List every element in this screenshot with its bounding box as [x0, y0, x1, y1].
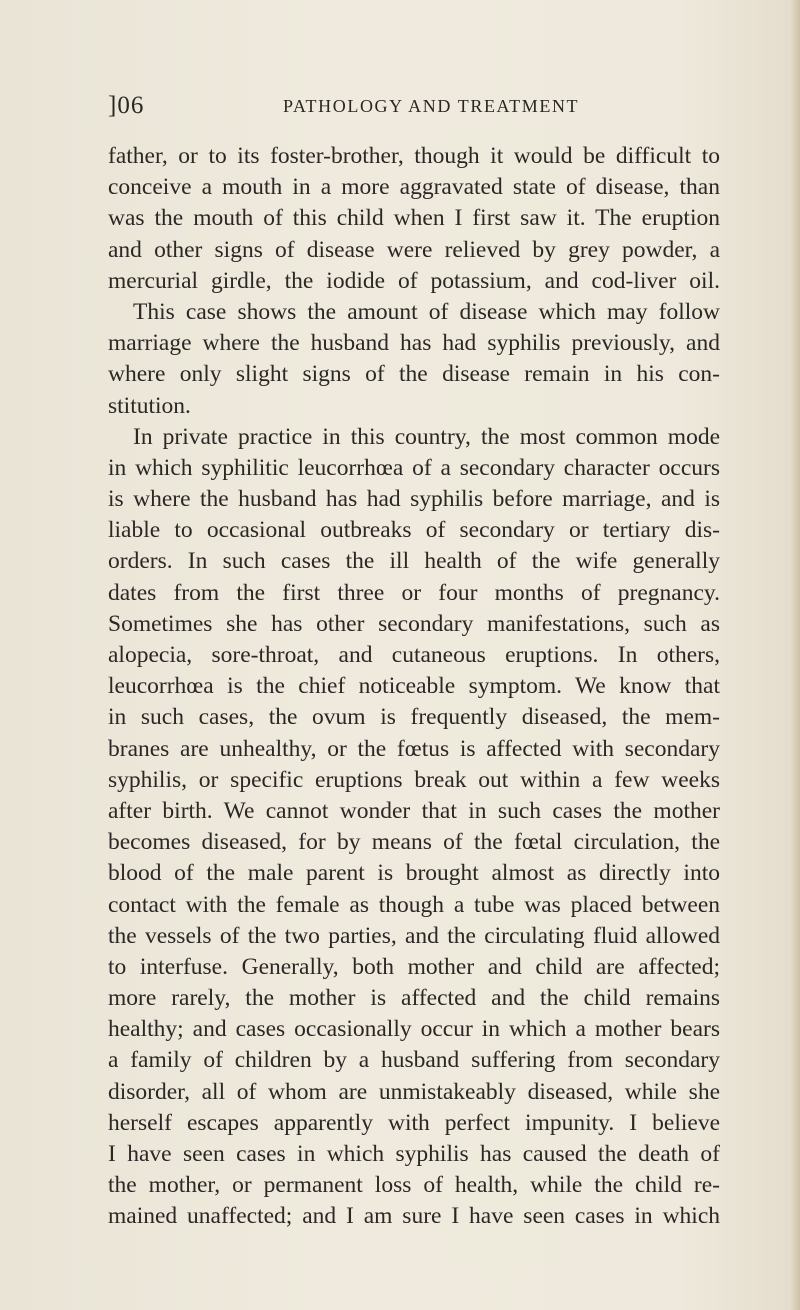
text-line: contact with the female as though a tube was placed between — [108, 891, 720, 918]
text-line: This case shows the amount of disease which may follow — [133, 298, 720, 325]
text-line: in such cases, the ovum is frequently diseased, the mem- — [108, 704, 720, 731]
text-line: Sometimes she has other secondary manifestations, such as — [108, 610, 720, 637]
text-line: after birth. We cannot wonder that in such cases the mother — [108, 797, 720, 824]
text-line: stitution. — [108, 392, 191, 419]
page-edge-shadow — [790, 0, 800, 1310]
text-line: to interfuse. Generally, both mother and child are affected; — [108, 953, 720, 980]
text-line: alopecia, sore-throat, and cutaneous eruptions. In others, — [108, 642, 720, 668]
text-line: disorder, all of whom are unmistakeably diseased, while she — [108, 1078, 720, 1105]
text-line: the vessels of the two parties, and the circulating fluid allowed — [108, 922, 720, 949]
text-line: mercurial girdle, the iodide of potassium, and cod-liver oil. — [108, 267, 720, 294]
running-head: PATHOLOGY AND TREATMENT — [283, 96, 580, 116]
body-text — [108, 141, 720, 1233]
text-line: becomes diseased, for by means of the fœtal circulation, the — [108, 829, 720, 856]
text-line: dates from the first three or four months of pregnancy. — [108, 579, 720, 606]
text-line: blood of the male parent is brought almost as directly into — [108, 860, 720, 887]
text-line: syphilis, or specific eruptions break out within a few weeks — [108, 766, 720, 793]
text-line: conceive a mouth in a more aggravated state of disease, than — [108, 174, 720, 201]
text-line: where only slight signs of the disease remain in his con- — [108, 361, 720, 388]
page-header — [108, 92, 718, 122]
text-line: a family of children by a husband suffering from secondary — [108, 1047, 720, 1074]
text-line: liable to occasional outbreaks of secondary or tertiary dis- — [108, 517, 720, 544]
text-line: and other signs of disease were relieved by grey powder, a — [108, 236, 720, 263]
text-line: marriage where the husband has had syphilis previously, and — [108, 330, 720, 357]
text-line: more rarely, the mother is affected and the child remains — [108, 985, 720, 1012]
text-line: I have seen cases in which syphilis has caused the death of — [108, 1141, 720, 1167]
text-line: In private practice in this country, the most common mode — [133, 423, 720, 450]
text-line: orders. In such cases the ill health of the wife generally — [108, 548, 720, 575]
text-line: father, or to its foster-brother, though it would be difficult to — [108, 143, 720, 169]
text-line: healthy; and cases occasionally occur in which a mother bears — [108, 1016, 720, 1043]
page-number: ]06 — [108, 92, 145, 119]
text-line: is where the husband has had syphilis before marriage, and is — [108, 486, 720, 513]
text-line: in which syphilitic leucorrhœa of a secondary character occurs — [108, 454, 720, 481]
text-line: the mother, or permanent loss of health, while the child re- — [108, 1172, 720, 1199]
text-line: branes are unhealthy, or the fœtus is affected with secondary — [108, 735, 720, 762]
text-line: leucorrhœa is the chief noticeable symptom. We know that — [108, 673, 720, 700]
text-line: herself escapes apparently with perfect impunity. I believe — [108, 1109, 720, 1136]
text-line: was the mouth of this child when I first saw it. The eruption — [108, 205, 720, 232]
text-line: mained unaffected; and I am sure I have seen cases in which — [108, 1203, 720, 1230]
